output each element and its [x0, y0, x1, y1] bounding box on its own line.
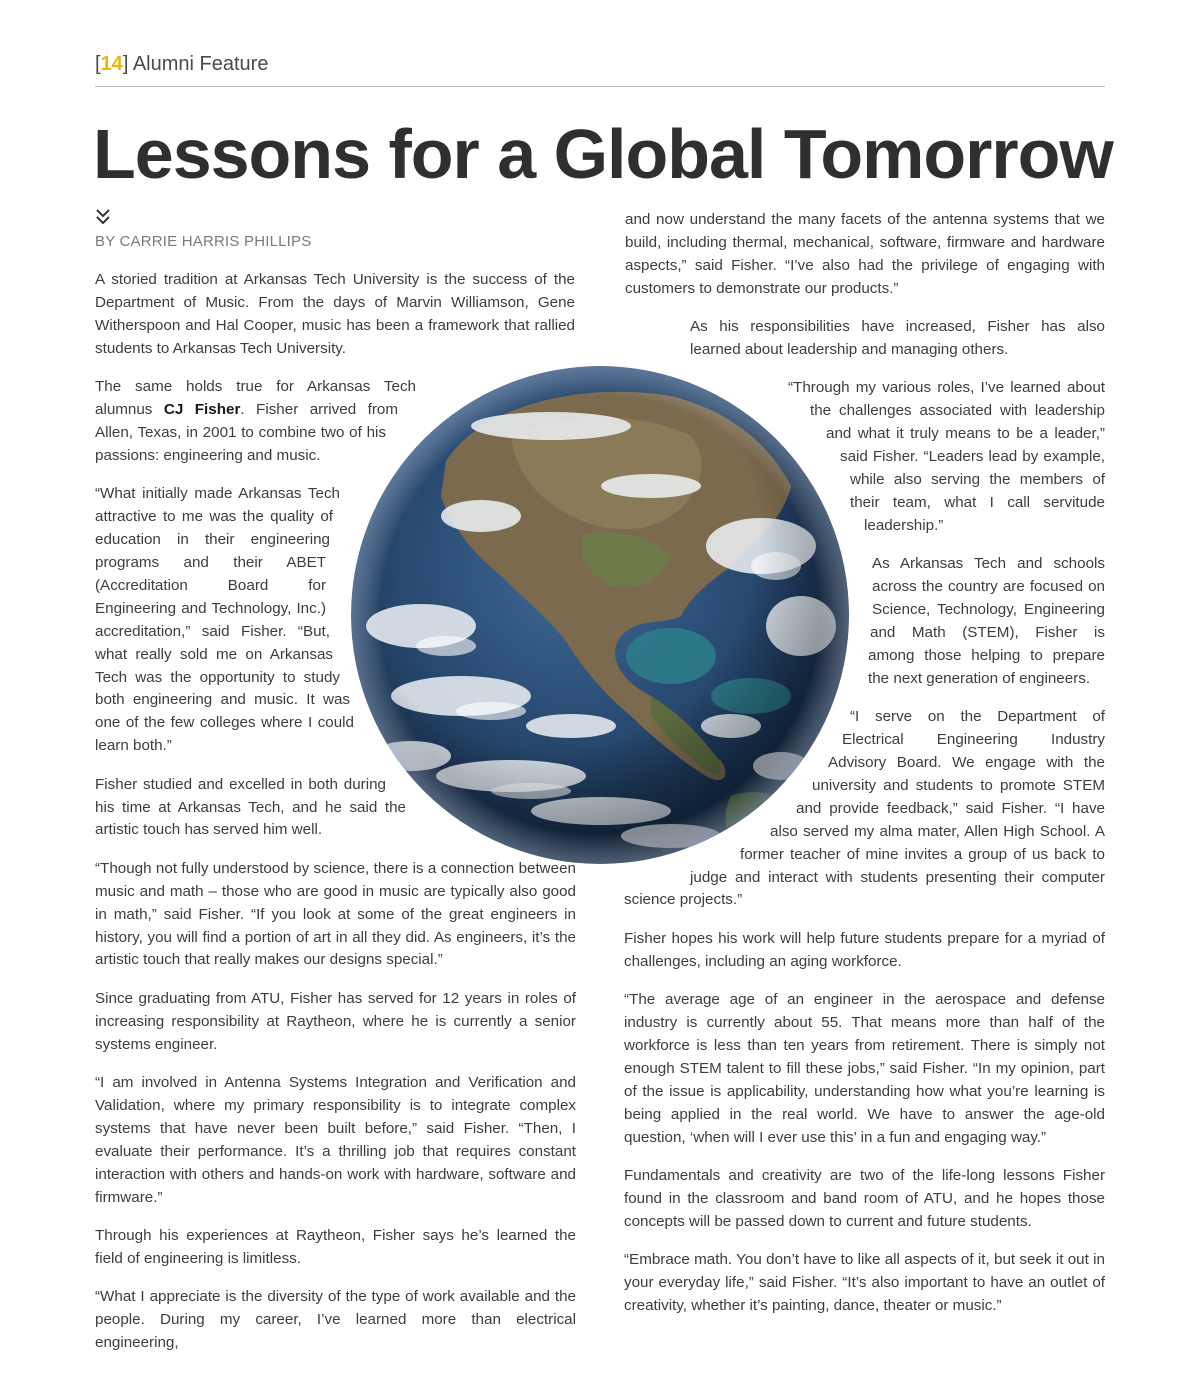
paragraph: Fundamentals and creativity are two of the life-long lessons Fisher found in the classroom and band room of ATU, and he hopes those concepts will be passed down to current and future students. [624, 1167, 1105, 1230]
paragraph: “I am involved in Antenna Systems Integration and Verification and Validation, where my primary responsibility is to integrate complex systems that have never been built before,” said Fisher. “Then, I evaluate their performance. It’s a thrilling job that requires constant interaction with others and hands-on work with hardware, software and firmware.” [95, 1074, 576, 1206]
paragraph: Fisher hopes his work will help future students prepare for a myriad of challenges, including an aging workforce. [624, 929, 1105, 970]
paragraph: A storied tradition at Arkansas Tech University is the success of the Department of Music. From the days of Marvin Williamson, Gene Witherspoon and Hal Cooper, music has been a framework that rallied students to Arkansas Tech University. [95, 271, 575, 357]
paragraph: “What initially made Arkansas Tech attractive to me was the quality of education in their engineering programs and their ABET (Accreditation Board for Engineering and Technology, Inc.) accreditation,” said Fisher. “But, what really sold me on Arkansas Tech was the opportunity to study both engineering and music. It was one of the few colleges where I could learn both.” [95, 485, 354, 755]
earth-globe-image [351, 366, 849, 864]
article-title: Lessons for a Global Tomorrow [93, 115, 1113, 193]
double-chevron-down-icon [95, 208, 111, 226]
section-name: Alumni Feature [128, 53, 269, 75]
paragraph: As his responsibilities have increased, Fisher has also learned about leadership and managing others. [690, 318, 1105, 359]
paragraph: As Arkansas Tech and schools across the country are focused on Science, Technology, Engineering and Math (STEM), Fisher is among those helping to prepare the next generation of engineers. [868, 555, 1105, 687]
page-header [95, 50, 1105, 87]
alumnus-name: CJ Fisher [163, 401, 241, 419]
section-label: [14] Alumni Feature [95, 53, 269, 75]
paragraph: and now understand the many facets of the antenna systems that we build, including thermal, mechanical, software, firmware and hardware aspects,” said Fisher. “I’ve also had the privilege of engaging with customers to demonstrate our products.” [625, 211, 1105, 297]
paragraph: “I serve on the Department of Electrical Engineering Industry Advisory Board. We engage with the university and students to promote STEM and provide feedback,” said Fisher. “I have also served my alma mater, Allen High School. A former teacher of mine invites a group of us back to judge and interact with students presenting their computer science projects.” [624, 708, 1105, 909]
paragraph: Through his experiences at Raytheon, Fisher says he’s learned the field of engineering is limitless. [95, 1227, 576, 1267]
paragraph: Since graduating from ATU, Fisher has served for 12 years in roles of increasing responsibility at Raytheon, where he is currently a senior systems engineer. [95, 989, 576, 1053]
paragraph: “Though not fully understood by science, there is a connection between music and math – those who are good in music are typically also good in math,” said Fisher. “If you look at some of the great engineers in history, you will find a portion of art in all they did. As engineers, it’s the artistic touch that really makes our designs special.” [95, 859, 576, 969]
paragraph: Fisher studied and excelled in both during his time at Arkansas Tech, and he said the artistic touch has served him well. [95, 775, 406, 839]
paragraph: “The average age of an engineer in the aerospace and defense industry is currently about 55. That means more than half of the workforce is less than ten years from retirement. There is simply not enough STEM talent to fill these jobs,” said Fisher. “In my opinion, part of the issue is applicability, understanding how what you’re learning is being applied in the real world. We have to answer the age-old question, ‘when will I ever use this’ in a fun and engaging way.” [624, 991, 1105, 1146]
paragraph: “Embrace math. You don’t have to like all aspects of it, but seek it out in your everyday life,” said Fisher. “It’s also important to have an outlet of creativity, whether it’s painting, dance, theater or music.” [624, 1251, 1105, 1315]
paragraph: “What I appreciate is the diversity of the type of work available and the people. During my career, I’ve learned more than electrical engineering, [95, 1288, 576, 1352]
page-number: 14 [100, 53, 123, 75]
earth-globe-illustration [351, 366, 849, 864]
paragraph: “Through my various roles, I’ve learned about the challenges associated with leadership and what it truly means to be a leader,” said Fisher. “Leaders lead by example, while also serving the members of their team, what I call servitude leadership.” [788, 379, 1105, 534]
paragraph: The same holds true for Arkansas Tech alumnus CJ Fisher. Fisher arrived from Allen, Texas, in 2001 to combine two of his passions: engineering and music. [95, 378, 416, 464]
byline: BY CARRIE HARRIS PHILLIPS [95, 233, 312, 250]
